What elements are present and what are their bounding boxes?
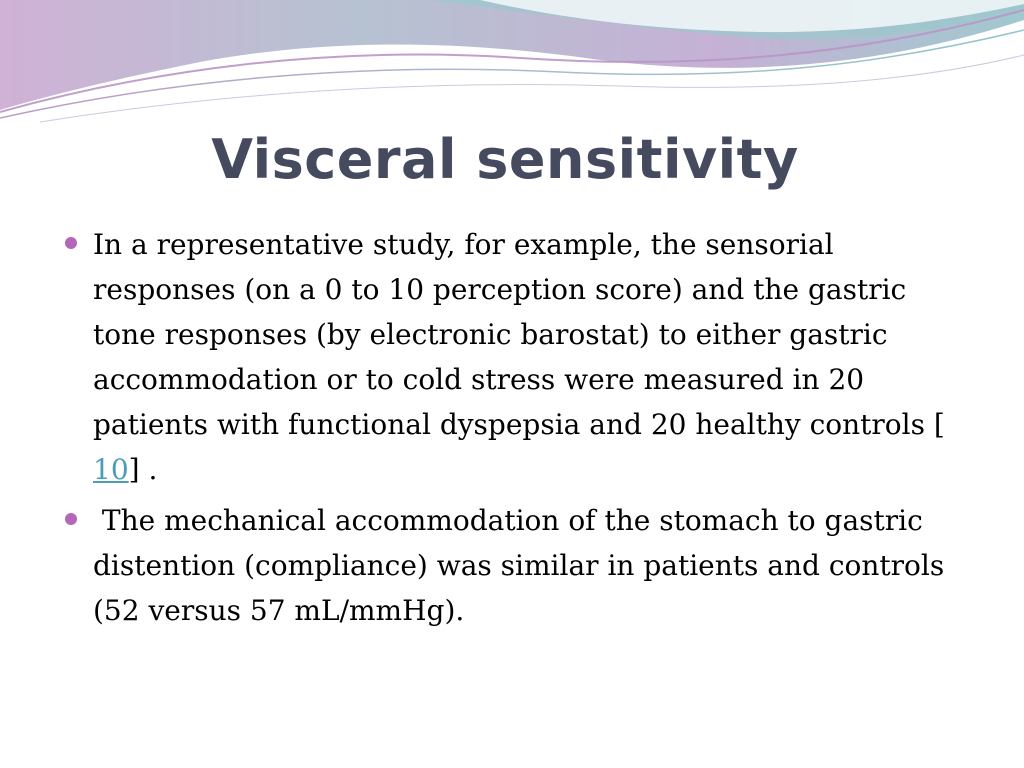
bullet-item-study	[60, 222, 965, 492]
wave-line-3	[40, 55, 1024, 122]
bullet-dot-icon	[65, 237, 77, 249]
header-wave-decoration	[0, 0, 1024, 130]
reference-link-10[interactable]: 10	[93, 453, 129, 486]
bullet-item-compliance	[60, 498, 965, 633]
bullet-list	[60, 222, 965, 639]
bullet-text-compliance: The mechanical accommodation of the stomach to gastric distention (compliance) was similar in patients and controls (52 versus 57 mL/mmHg).	[93, 504, 954, 627]
bullet-text-study: In a representative study, for example, the sensorial responses (on a 0 to 10 perception score) and the gastric tone responses (by electronic barostat) to either gastric accommodation or to cold stress were measured in 20 patients with functional dyspepsia and 20 healthy controls [	[93, 228, 945, 441]
bullet-text-study-end: ] .	[128, 453, 158, 486]
slide-title: Visceral sensitivity	[211, 128, 799, 191]
bullet-dot-icon	[65, 513, 77, 525]
